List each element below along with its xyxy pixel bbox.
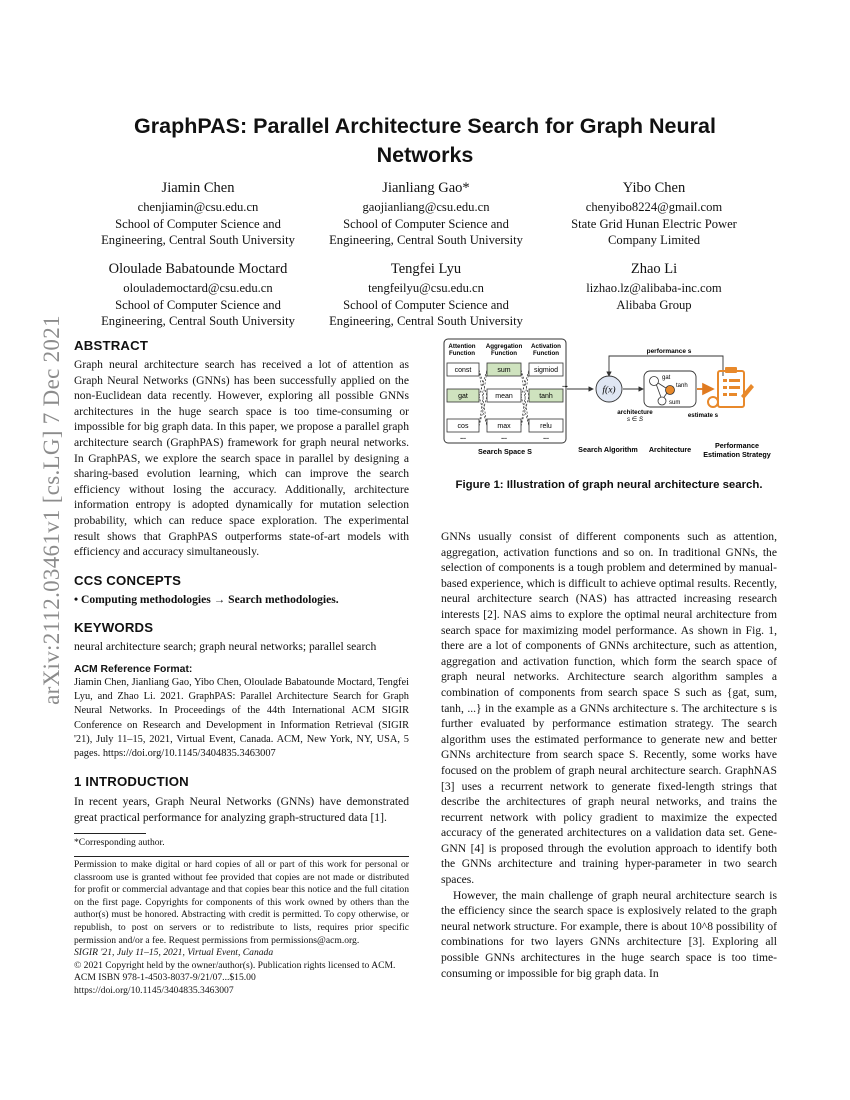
- author-affiliation: Engineering, Central South University: [329, 314, 523, 328]
- col-aggregation-1: Aggregation: [485, 343, 523, 350]
- item-relu: relu: [540, 423, 552, 430]
- author-name: Jianliang Gao*: [382, 180, 470, 196]
- item-mean: mean: [495, 393, 513, 400]
- author-affiliation: Engineering, Central South University: [101, 314, 295, 328]
- author-affiliation: School of Computer Science and: [343, 297, 509, 312]
- node-gat: gat: [662, 375, 671, 381]
- search-algorithm-label: Search Algorithm: [578, 445, 638, 454]
- item-gat: gat: [458, 393, 468, 400]
- ccs-heading: CCS CONCEPTS: [74, 572, 182, 588]
- abstract-heading: ABSTRACT: [74, 338, 149, 353]
- left-column: [74, 338, 409, 825]
- arch-s-2: s ∈ S: [626, 416, 644, 423]
- conference-line: SIGIR '21, July 11–15, 2021, Virtual Event, Canada: [74, 947, 274, 959]
- performance-label-2: Estimation Strategy: [703, 450, 771, 459]
- node-sum: sum: [669, 400, 681, 406]
- dots-activation: ...: [543, 434, 549, 441]
- acm-ref-heading: ACM Reference Format:: [74, 663, 193, 675]
- author-block: [316, 260, 536, 330]
- figure-1: [441, 338, 777, 468]
- author-affiliation: School of Computer Science and: [115, 216, 281, 231]
- estimation-icon: [708, 367, 754, 407]
- author-block: [88, 179, 308, 249]
- arch-s-1: architecture: [617, 409, 653, 416]
- figure-caption: Figure 1: Illustration of graph neural architecture search.: [455, 479, 763, 491]
- item-max: max: [497, 423, 511, 430]
- item-sigmiod: sigmiod: [533, 367, 559, 374]
- permission-block: [74, 859, 409, 998]
- author-email: chenjiamin@csu.edu.cn: [137, 200, 259, 214]
- keywords-text: neural architecture search; graph neural networks; parallel search: [74, 640, 377, 654]
- author-affiliation: School of Computer Science and: [343, 216, 509, 231]
- intro-heading: 1 INTRODUCTION: [74, 774, 189, 790]
- author-block: [544, 260, 764, 313]
- author-email: lizhao.lz@alibaba-inc.com: [586, 281, 722, 295]
- node-tanh: tanh: [676, 383, 688, 389]
- author-email: tengfeilyu@csu.edu.cn: [368, 281, 484, 295]
- author-affiliation: School of Computer Science and: [115, 297, 281, 312]
- author-name: Jiamin Chen: [161, 180, 235, 196]
- node-sum-circle: [658, 397, 666, 405]
- author-affiliation: State Grid Hunan Electric Power: [571, 216, 737, 231]
- search-space-label: Search Space S: [478, 447, 532, 456]
- item-tanh: tanh: [539, 393, 553, 400]
- figure-diagram: [441, 338, 777, 468]
- author-email: chenyibo8224@gmail.com: [585, 200, 723, 214]
- author-name: Oloulade Babatounde Moctard: [108, 261, 288, 277]
- footnote: *Corresponding author.: [74, 837, 165, 848]
- author-block: [316, 179, 536, 249]
- author-email: oloulademoctard@csu.edu.cn: [123, 281, 273, 295]
- intro-paragraph-2: However, the main challenge of graph neural architecture search is the efficiency since the search space is explosively related to the graph neural network structure. For example, there is about 10^8 possibility of combinations for two layers GNNs architecture [3]. Exploring all possible GNNs architectures in the huge search space is too time-consuming or impossible for big graph data. In: [441, 888, 777, 980]
- keywords-heading: KEYWORDS: [74, 620, 154, 636]
- author-name: Yibo Chen: [622, 180, 686, 196]
- ccs-concepts: • Computing methodologies → Search methodologies.: [74, 592, 339, 606]
- item-sum: sum: [497, 367, 511, 374]
- right-column: [441, 529, 777, 981]
- dots-right: ...: [562, 382, 568, 389]
- author-affiliation: Engineering, Central South University: [329, 233, 523, 247]
- author-name: Zhao Li: [630, 261, 678, 277]
- author-affiliation: Alibaba Group: [616, 297, 692, 312]
- col-aggregation-2: Function: [490, 350, 518, 357]
- architecture-label: Architecture: [648, 445, 692, 454]
- author-block: [88, 260, 308, 330]
- author-email: gaojianliang@csu.edu.cn: [362, 200, 490, 214]
- author-name: Tengfei Lyu: [390, 261, 462, 277]
- performance-label: performance s: [646, 348, 692, 355]
- performance-label-1: Performance: [715, 441, 759, 450]
- author-affiliation: Company Limited: [608, 233, 700, 247]
- copyright-line: © 2021 Copyright held by the owner/author(s). Publication rights licensed to ACM.: [74, 959, 396, 971]
- col-activation-2: Function: [532, 350, 560, 357]
- estimate-label: estimate s: [687, 412, 719, 419]
- node-gat-circle: [650, 377, 659, 386]
- col-activation-1: Activation: [531, 343, 561, 350]
- abstract-text: Graph neural architecture search has received a lot of attention as Graph Neural Networks (GNNs) has been successfully applied on the non-Euclidean data recently. However, exploring all possible GNNs architectures in the huge search space is too time-consuming or impossible for big graph data. In this paper, we propose a parallel graph architecture search (GraphPAS) framework for graph neural networks. In GraphPAS, we explore the search space in parallel by designing a sharing-based evolution learning, which can improve the search efficiency without losing the accuracy. Additionally, architecture information entropy is adopted dynamically for mutation selection probability, which can reduce space exploration. The experimental result shows that GraphPAS outperforms state-of-art models with efficiency and accuracy simultaneously.: [74, 358, 409, 559]
- dots-attention: ...: [460, 434, 466, 441]
- footnote-rule: [74, 833, 146, 834]
- node-tanh-circle: [666, 386, 675, 395]
- dots-aggregation: ...: [501, 434, 507, 441]
- col-attention-1: Attention: [448, 343, 476, 350]
- intro-paragraph-1: GNNs usually consist of different components such as attention, aggregation, activation functions and so on. In traditional GNNs, the selection of components is a tough problem and determined by manual-based experience, which is difficult to achieve optimal results. Recently, neural architecture search (NAS) has attracted increasing research interests [2]. NAS aims to explore the optimal neural architecture from search space for maximizing model performance. As shown in Fig. 1, there are a lot of components of GNNs architecture, such as attention, aggregation and activation function, which form the search space of graph neural networks. Architecture search algorithm samples a combination of components from search space S such as {gat, sum, tanh, ...} in the example as a GNNs architecture s. The architecture s is further evaluated by performance estimation strategy. The search algorithm uses the estimated performance to generate new and better GNNs architecture from search space S. Recently, some works have focused on the problem of graph neural architecture search. GraphNAS [3] uses a recurrent network to generate fixed-length strings that describe the architectures of graph neural networks, and trains the recurrent network with policy gradient to maximize the expected accuracy of the generated architectures on a validation data set. Gene-GNN [4] is proposed through the evolution approach to identify both the GNNs architecture and training hyper-parameter in two search spaces.: [441, 530, 777, 887]
- doi-line: https://doi.org/10.1145/3404835.3463007: [74, 984, 234, 996]
- item-cos: cos: [457, 423, 469, 430]
- col-attention-2: Function: [448, 350, 476, 357]
- acm-ref-text: Jiamin Chen, Jianliang Gao, Yibo Chen, Oloulade Babatounde Moctard, Tengfei Lyu, and Zhao Li. 2021. GraphPAS: Parallel Architecture Search for Graph Neural Networks. In Proceedings of the 44th International ACM SIGIR Conference on Research and Development in Information Retrieval (SIGIR '21), July 11–15, 2021, Virtual Event, Canada. ACM, New York, NY, USA, 5 pages. https://doi.org/10.1145/3404835.3463007: [74, 676, 409, 759]
- arxiv-watermark: arXiv:2112.03461v1 [cs.LG] 7 Dec 2021: [39, 315, 64, 705]
- intro-text: In recent years, Graph Neural Networks (GNNs) have demonstrated great practical performance for analyzing graph-structured data [1].: [74, 795, 409, 824]
- author-affiliation: Engineering, Central South University: [101, 233, 295, 247]
- permission-rule: [74, 856, 409, 857]
- paper-title: GraphPAS: Parallel Architecture Search for Graph Neural Networks: [134, 114, 716, 167]
- author-block: [544, 179, 764, 249]
- item-const: const: [454, 367, 472, 374]
- isbn-line: ACM ISBN 978-1-4503-8037-9/21/07...$15.00: [74, 972, 256, 984]
- fx-label: f(x): [602, 385, 616, 396]
- permission-text: Permission to make digital or hard copies of all or part of this work for personal or classroom use is granted without fee provided that copies are not made or distributed for profit or commercial advantage and that copies bear this notice and the full citation on the first page. Copyrights for components of this work owned by others than the author(s) must be honored. Abstracting with credit is permitted. To copy otherwise, or republish, to post on servers or to redistribute to lists, requires prior specific permission and/or a fee. Request permissions from permissions@acm.org.: [74, 859, 409, 946]
